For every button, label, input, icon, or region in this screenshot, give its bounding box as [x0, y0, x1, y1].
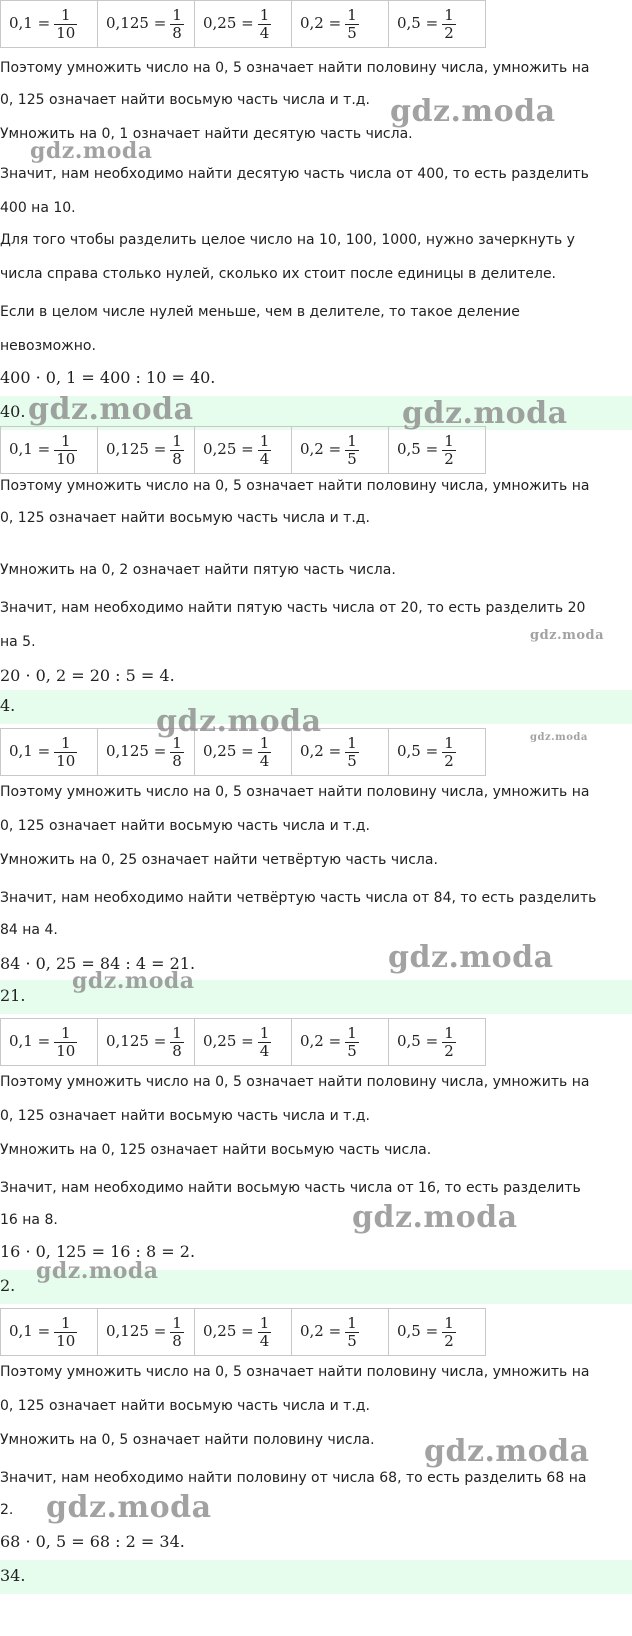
fraction-cell: 0,1 = $\frac{1}{10}$	[1, 729, 98, 776]
so-line: 2.	[0, 1502, 14, 1518]
answer: 40.	[0, 402, 26, 421]
rule-line: числа справа столько нулей, сколько их стоит после единицы в делителе.	[0, 266, 557, 282]
fraction-cell: 0,125 = $\frac{1}{8}$	[98, 729, 195, 776]
multiply-line: Умножить на 0, 25 означает найти четвёртую часть числа.	[0, 852, 438, 868]
watermark-logo: gdz.moda	[36, 1258, 159, 1284]
so-line: Значит, нам необходимо найти десятую часть числа от 400, то есть разделить	[0, 166, 589, 182]
answer: 21.	[0, 986, 26, 1005]
equation: 84 · 0, 25 = 84 : 4 = 21.	[0, 954, 196, 973]
explanation-line: Поэтому умножить число на 0, 5 означает найти половину числа, умножить на	[0, 478, 590, 494]
watermark-logo: gdz.moda	[30, 138, 153, 164]
answer: 34.	[0, 1566, 26, 1585]
explanation-line: 0, 125 означает найти восьмую часть числа и т.д.	[0, 818, 370, 834]
explanation-line: 0, 125 означает найти восьмую часть числа и т.д.	[0, 1398, 370, 1414]
fraction-cell: 0,2 = $\frac{1}{5}$	[292, 1309, 389, 1356]
watermark-logo: gdz.moda	[46, 1490, 212, 1525]
fraction-cell: 0,5 = $\frac{1}{2}$	[389, 1309, 486, 1356]
fraction-cell: 0,2 = $\frac{1}{5}$	[292, 1019, 389, 1066]
equation: 16 · 0, 125 = 16 : 8 = 2.	[0, 1242, 196, 1261]
watermark-logo: gdz.moda	[352, 1200, 518, 1235]
explanation-line: Поэтому умножить число на 0, 5 означает найти половину числа, умножить на	[0, 1364, 590, 1380]
watermark-logo: gdz.moda	[156, 704, 322, 739]
fraction-cell: 0,125 = $\frac{1}{8}$	[98, 1019, 195, 1066]
multiply-line: Умножить на 0, 1 означает найти десятую часть числа.	[0, 126, 413, 142]
so-line: 84 на 4.	[0, 922, 58, 938]
answer: 2.	[0, 1276, 16, 1295]
equation: 400 · 0, 1 = 400 : 10 = 40.	[0, 368, 216, 387]
rule-line: Для того чтобы разделить целое число на 10, 100, 1000, нужно зачеркнуть у	[0, 232, 575, 248]
rule-line: Если в целом числе нулей меньше, чем в делителе, то такое деление	[0, 304, 520, 320]
so-line: Значит, нам необходимо найти половину от числа 68, то есть разделить 68 на	[0, 1470, 587, 1486]
fraction-table	[0, 426, 486, 474]
fraction-table	[0, 1018, 486, 1066]
equation: 68 · 0, 5 = 68 : 2 = 34.	[0, 1532, 185, 1551]
so-line: на 5.	[0, 634, 36, 650]
multiply-line: Умножить на 0, 125 означает найти восьмую часть числа.	[0, 1142, 432, 1158]
fraction-cell: 0,1 = $\frac{1}{10}$	[1, 1309, 98, 1356]
watermark-logo: gdz.moda	[388, 940, 554, 975]
watermark-logo: gdz.moda	[530, 628, 605, 643]
watermark-logo: gdz.moda	[390, 94, 556, 129]
fraction-table	[0, 0, 486, 48]
fraction-cell: 0,2 = $\frac{1}{5}$	[292, 729, 389, 776]
watermark-logo: gdz.moda	[424, 1434, 590, 1469]
fraction-cell: 0,25 = $\frac{1}{4}$	[195, 729, 292, 776]
fraction-table	[0, 1308, 486, 1356]
so-line: Значит, нам необходимо найти восьмую часть числа от 16, то есть разделить	[0, 1180, 581, 1196]
fraction-cell: 0,25 = $\frac{1}{4}$	[195, 1019, 292, 1066]
fraction-cell: 0,125 = $\frac{1}{8}$	[98, 427, 195, 474]
answer-band	[0, 1560, 632, 1594]
fraction-cell: 0,25 = $\frac{1}{4}$	[195, 427, 292, 474]
fraction-cell: 0,5 = $\frac{1}{2}$	[389, 1019, 486, 1066]
multiply-line: Умножить на 0, 5 означает найти половину числа.	[0, 1432, 375, 1448]
so-line: 16 на 8.	[0, 1212, 58, 1228]
fraction-cell: 0,1 = $\frac{1}{10}$	[1, 1019, 98, 1066]
fraction-cell: 0,1 = $\frac{1}{10}$	[1, 427, 98, 474]
fraction-cell: 0,25 = $\frac{1}{4}$	[195, 1309, 292, 1356]
multiply-line: Умножить на 0, 2 означает найти пятую часть числа.	[0, 562, 396, 578]
fraction-cell: 0,5 = $\frac{1}{2}$	[389, 729, 486, 776]
fraction-cell: 0,2 = $\frac{1}{5}$	[292, 1, 389, 48]
rule-line: невозможно.	[0, 338, 96, 354]
explanation-line: Поэтому умножить число на 0, 5 означает найти половину числа, умножить на	[0, 60, 590, 76]
explanation-line: 0, 125 означает найти восьмую часть числа и т.д.	[0, 510, 370, 526]
watermark-logo: gdz.moda	[28, 392, 194, 427]
fraction-cell: 0,125 = $\frac{1}{8}$	[98, 1, 195, 48]
fraction-cell: 0,125 = $\frac{1}{8}$	[98, 1309, 195, 1356]
explanation-line: 0, 125 означает найти восьмую часть числа и т.д.	[0, 1108, 370, 1124]
fraction-cell: 0,2 = $\frac{1}{5}$	[292, 427, 389, 474]
fraction-cell: 0,1 = $\frac{1}{10}$	[1, 1, 98, 48]
fraction-cell: 0,5 = $\frac{1}{2}$	[389, 427, 486, 474]
explanation-line: 0, 125 означает найти восьмую часть числа и т.д.	[0, 92, 370, 108]
so-line: Значит, нам необходимо найти четвёртую часть числа от 84, то есть разделить	[0, 890, 597, 906]
answer: 4.	[0, 696, 16, 715]
watermark-logo: gdz.moda	[402, 396, 568, 431]
equation: 20 · 0, 2 = 20 : 5 = 4.	[0, 666, 175, 685]
so-line: Значит, нам необходимо найти пятую часть числа от 20, то есть разделить 20	[0, 600, 586, 616]
explanation-line: Поэтому умножить число на 0, 5 означает найти половину числа, умножить на	[0, 784, 590, 800]
fraction-cell: 0,25 = $\frac{1}{4}$	[195, 1, 292, 48]
explanation-line: Поэтому умножить число на 0, 5 означает найти половину числа, умножить на	[0, 1074, 590, 1090]
watermark-logo: gdz.moda	[72, 968, 195, 994]
fraction-cell: 0,5 = $\frac{1}{2}$	[389, 1, 486, 48]
watermark-logo: gdz.moda	[530, 732, 588, 743]
so-line: 400 на 10.	[0, 200, 76, 216]
